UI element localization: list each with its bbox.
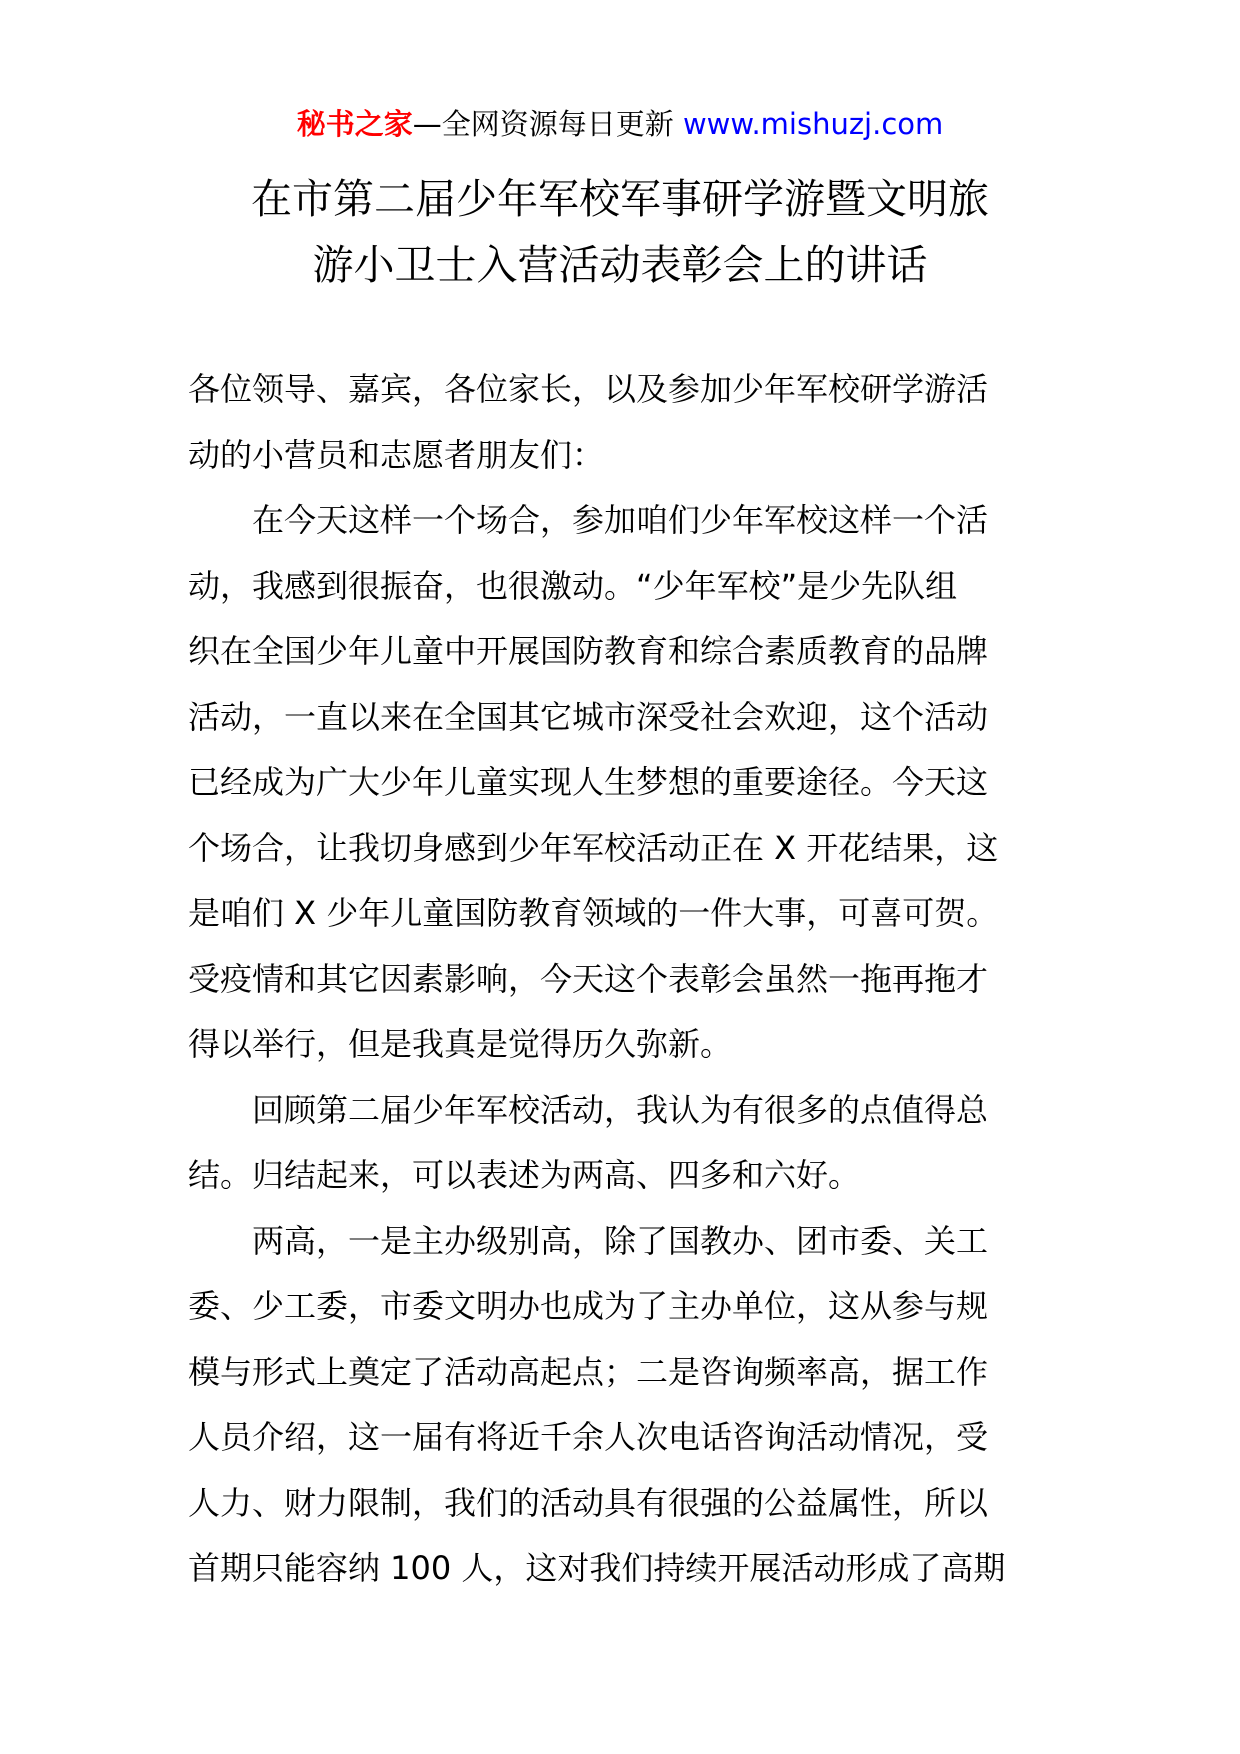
body-line: 受疫情和其它因素影响，今天这个表彰会虽然一拖再拖才	[188, 959, 989, 998]
body-line: 得以举行，但是我真是觉得历久弥新。	[188, 1025, 733, 1063]
document-body	[188, 357, 1054, 1602]
body-line: 是咱们 X 少年儿童国防教育领域的一件大事，可喜可贺。	[188, 894, 999, 932]
site-url-link[interactable]: www.mishuzj.com	[682, 107, 944, 141]
body-line: 个场合，让我切身感到少年军校活动正在 X 开花结果，这	[188, 828, 999, 867]
body-line: 模与形式上奠定了活动高起点；二是咨询频率高，据工作	[188, 1352, 989, 1391]
body-line: 两高，一是主办级别高，除了国教办、团市委、关工	[252, 1221, 989, 1260]
body-line: 动的小营员和志愿者朋友们：	[188, 435, 605, 474]
body-line: 各位领导、嘉宾，各位家长，以及参加少年军校研学游活	[188, 370, 989, 408]
body-line: 人员介绍，这一届有将近千余人次电话咨询活动情况，受	[188, 1418, 989, 1456]
body-line: 已经成为广大少年儿童实现人生梦想的重要途径。今天这	[188, 763, 989, 801]
body-line: 活动，一直以来在全国其它城市深受社会欢迎，这个活动	[188, 697, 989, 736]
body-line: 在今天这样一个场合，参加咱们少年军校这样一个活	[252, 501, 989, 539]
body-line: 人力、财力限制，我们的活动具有很强的公益属性，所以	[188, 1483, 989, 1522]
body-line: 结。归结起来，可以表述为两高、四多和六好。	[188, 1156, 861, 1194]
body-line: 首期只能容纳 100 人，这对我们持续开展活动形成了高期	[188, 1549, 1006, 1587]
site-brand: 秘书之家	[296, 107, 413, 141]
body-line: 回顾第二届少年军校活动，我认为有很多的点值得总	[252, 1090, 989, 1129]
site-header	[0, 104, 1240, 144]
document-title	[150, 166, 1090, 298]
site-tagline: —全网资源每日更新	[412, 107, 674, 141]
title-line-1: 在市第二届少年军校军事研学游暨文明旅	[251, 175, 989, 223]
title-line-2: 游小卫士入营活动表彰会上的讲话	[312, 241, 928, 289]
body-line: 委、少工委，市委文明办也成为了主办单位，这从参与规	[188, 1287, 989, 1325]
body-line: 动，我感到很振奋，也很激动。“少年军校”是少先队组	[188, 566, 958, 605]
body-line: 织在全国少年儿童中开展国防教育和综合素质教育的品牌	[188, 632, 989, 670]
